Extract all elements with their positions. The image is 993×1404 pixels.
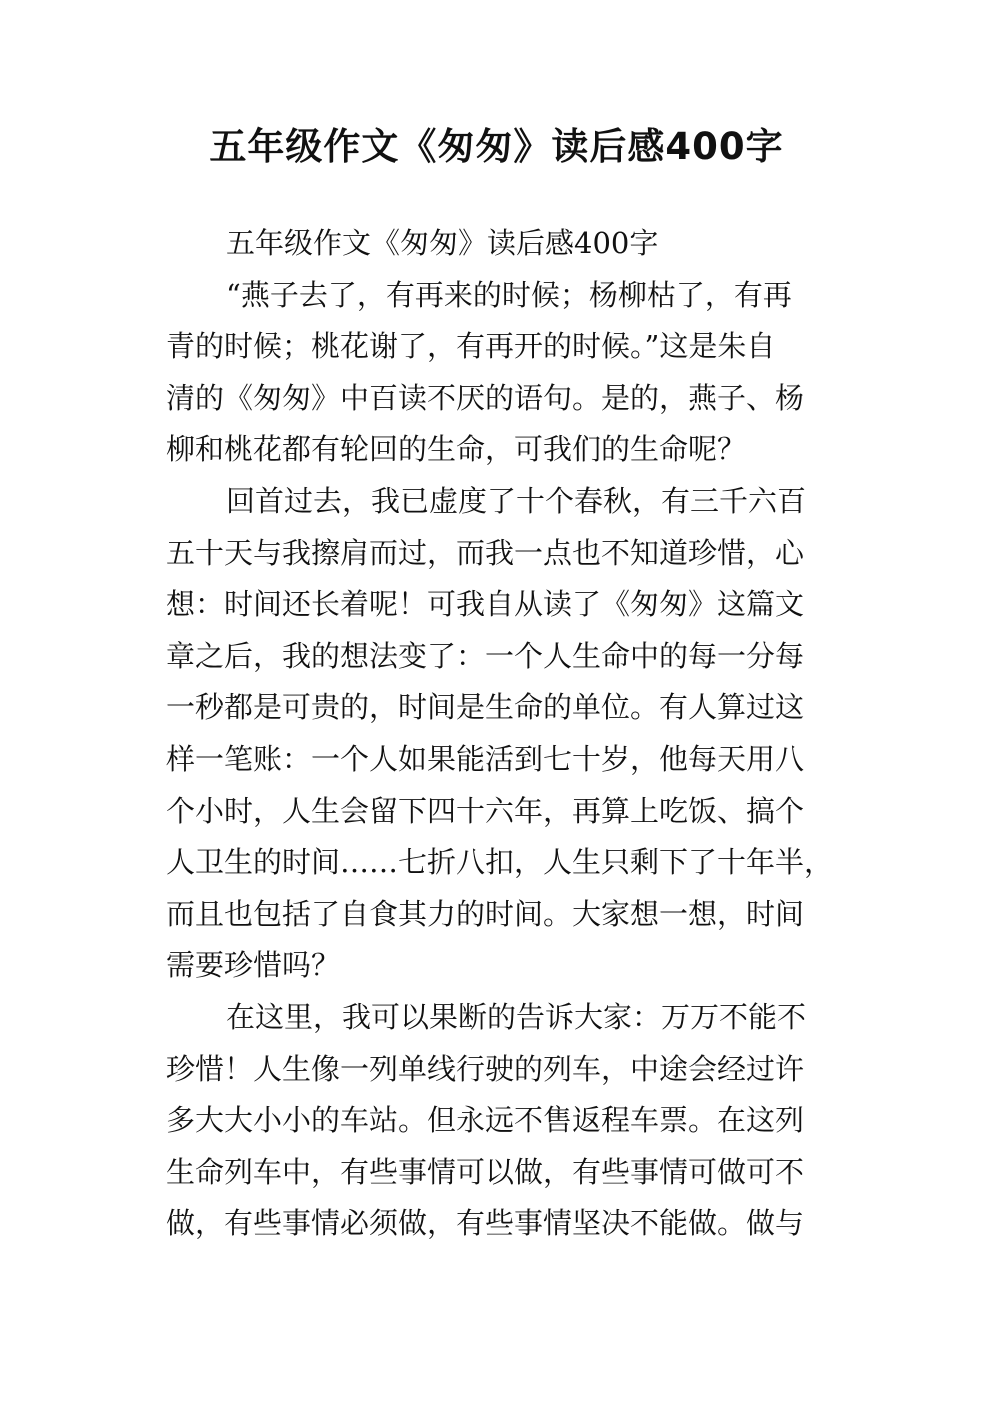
document-body: [166, 218, 836, 1250]
paragraph-2-line: 人卫生的时间……七折八扣，人生只剩下了十年半，: [166, 845, 834, 880]
paragraph-1-line: 柳和桃花都有轮回的生命，可我们的生命呢？: [166, 432, 747, 467]
paragraph-3-line: 做，有些事情必须做，有些事情坚决不能做。做与: [166, 1206, 805, 1241]
paragraph-1-line: 清的《匆匆》中百读不厌的语句。是的，燕子、杨: [166, 380, 805, 415]
paragraph-3-line: 生命列车中，有些事情可以做，有些事情可做可不: [166, 1154, 805, 1189]
paragraph-1-line: “燕子去了，有再来的时候；杨柳枯了，有再: [226, 277, 792, 312]
paragraph-2-line: 想：时间还长着呢！可我自从读了《匆匆》这篇文: [166, 587, 805, 622]
paragraph-2-line: 样一笔账：一个人如果能活到七十岁，他每天用八: [166, 741, 805, 776]
paragraph-3-line: 在这里，我可以果断的告诉大家：万万不能不: [226, 999, 807, 1034]
paragraph-2-line: 需要珍惜吗？: [166, 948, 341, 983]
paragraph-1-line: 青的时候；桃花谢了，有再开的时候。”这是朱自: [166, 329, 776, 364]
paragraph-2-line: 五十天与我擦肩而过，而我一点也不知道珍惜，心: [166, 535, 805, 570]
subtitle-line: 五年级作文《匆匆》读后感400字: [226, 226, 659, 260]
paragraph-3-line: 多大大小小的车站。但永远不售返程车票。在这列: [166, 1103, 805, 1138]
paragraph-2-line: 章之后，我的想法变了：一个人生命中的每一分每: [166, 638, 805, 673]
paragraph-2-line: 而且也包括了自食其力的时间。大家想一想，时间: [166, 896, 805, 931]
paragraph-2-line: 个小时，人生会留下四十六年，再算上吃饭、搞个: [166, 793, 805, 828]
paragraph-2-line: 回首过去，我已虚度了十个春秋，有三千六百: [226, 483, 807, 518]
paragraph-2-line: 一秒都是可贵的，时间是生命的单位。有人算过这: [166, 690, 805, 725]
paragraph-3-line: 珍惜！人生像一列单线行驶的列车，中途会经过许: [166, 1051, 805, 1086]
document-title: 五年级作文《匆匆》读后感400字: [209, 125, 784, 168]
